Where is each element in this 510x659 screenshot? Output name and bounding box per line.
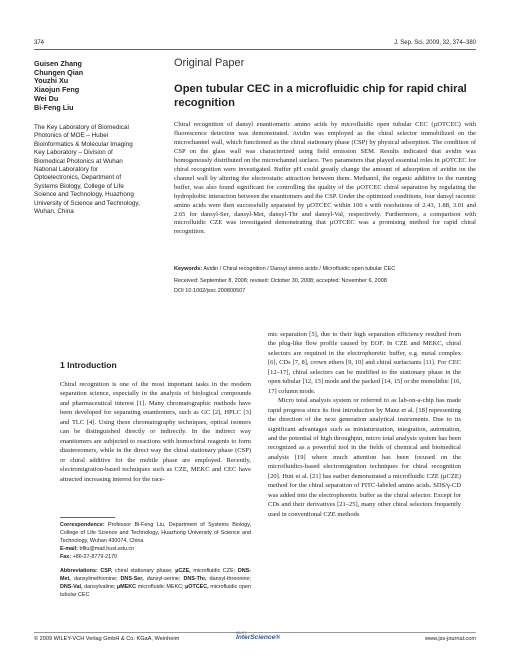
- abbreviation-term: DNS-Ser,: [120, 576, 144, 582]
- header-divider: [34, 49, 476, 50]
- author-list: [34, 60, 134, 112]
- keywords-text: Avidin / Chiral recognition / Dansyl amino acids / Microfluidic open tubular CEC: [203, 266, 396, 272]
- copyright-notice: © 2009 WILEY-VCH Verlag GmbH & Co. KGaA, Weinheim: [34, 636, 180, 642]
- abbreviation-definition: dansylvaline;: [84, 584, 116, 590]
- abstract: Chiral recognition of dansyl enantiomeric amino acids by microfluidic open tubular CEC (µOTCEC) with fluorescence detection was demonstrated. Avidin was employed as the chiral selector immobilized on the microchannel wall, which functioned as the chiral stationary phase (CSP) by physical adsorption. The condition of CSP on the glass wall was characterized using field emission SEM. Results indicated that avidin was homogenously distributed on the microchannel surface. Two parameters that played essential roles in µOTCEC for chiral recognition were investigated. Buffer pH could greatly change the amount of adsorption of avidin on the channel wall by altering the electrostatic attraction between them. Methanol, the organic additive to the running buffer, was also found significant for controlling the quality of the µOTCEC chiral separation by regulating the hydrophobic interaction between the enantiomers and the CSP. Under the optimized conditions, four dansyl racemic amino acids were then successfully separated by µOTCEC within 100 s with resolutions of 2.43, 1.88, 3.01 and 2.65 for dansyl-Ser, dansyl-Met, dansyl-Thr and dansyl-Val, respectively. Furthermore, a comparison with microfluidic CZE was investigated demonstrating that µOTCEC was a promising method for rapid chiral recognition.: [174, 121, 476, 236]
- author-affiliation: The Key Laboratory of Biomedical Photonics of MOE – Hubei Bioinformatics & Molecular Imaging Key Laboratory – Division of Biomedical Photonics at Wuhan National Laboratory for Optoelectronics, Department of Systems Biology, College of Life Science and Technology, Huazhong University of Science and Technology, Wuhan, China: [34, 124, 140, 216]
- doi[interactable]: DOI 10.1002/jssc.200800507: [174, 288, 246, 294]
- abbreviation-term: µCZE,: [175, 568, 191, 574]
- author-name: Youzhi Xu: [34, 76, 69, 86]
- abbreviation-term: DNS-Met,: [60, 568, 252, 582]
- abbreviation-term: DNS-Val,: [60, 584, 83, 590]
- abbreviation-definition: dansyl-threonine;: [209, 576, 252, 582]
- author-name: Wei Du: [34, 93, 59, 103]
- abbreviation-definition: chiral stationary phase;: [114, 568, 173, 574]
- introduction-left-column: Chiral recognition is one of the most important tasks in the modern separation science, especially in the analysis of biological compounds and pharmaceutical interest [1]. Many chromatographic methods have been developed for separating enantiomers, such as GC [2], HPLC [3] and TLC [4]. Using these chromatography techniques, optical isomers can be distinguished directly or indirectly. In the indirect way enantiomers are subjected to reactions with homochiral reagents to form diastereomers, while in the direct way the chiral stationary phase (CSP) or chiral additive for the mobile phase are employed. Recently, electromigration-based techniques such as CZE, MEKC and CEC have attracted increasing interest for the race-: [60, 381, 251, 483]
- abbreviation-term: DNS-Thr,: [183, 576, 207, 582]
- author-name: Xiaojun Feng: [34, 85, 80, 95]
- correspondence-note: [60, 521, 251, 561]
- fax-number: +86-27-8779-2170: [72, 554, 118, 560]
- logo-wordmark-top: WILEY: [236, 631, 247, 635]
- section-label: Original Paper: [174, 57, 245, 69]
- introduction-paragraph: mic separation [5], due to their high separation efficiency resulted from the plug-like flow profile caused by EOF. In CZE and MEKC, chiral selectors are required in the electrophoretic buffer, e.g. metal complex [6], CDs [7, 8], crown ethers [9, 10] and chiral surfactants [11]. For CEC [12–17], chiral selectors can be modified to the stationary phase in the open tubular [12, 13] mode and the packed [14, 15] or the monolithic [16, 17] column mode.: [268, 331, 461, 395]
- email-label: E-mail:: [60, 546, 78, 552]
- abbreviation-definition: dansylmethionine;: [73, 576, 118, 582]
- abbreviations-label: Abbreviations:: [60, 568, 98, 574]
- publisher-logo: [236, 631, 280, 643]
- page-number: 374: [34, 40, 45, 46]
- fax-label: Fax:: [60, 554, 72, 560]
- correspondence-text: Professor Bi-Feng Liu, Department of Systems Biology, College of Life Science and Technology, Huazhong University of Science and Technology, Wuhan 430074, China: [60, 522, 251, 544]
- keywords: [174, 265, 476, 273]
- keywords-label: Keywords:: [174, 266, 203, 272]
- journal-website-link[interactable]: www.jss-journal.com: [425, 636, 476, 642]
- abbreviation-term: µOTCEC,: [185, 584, 209, 590]
- introduction-heading: 1 Introduction: [60, 360, 117, 370]
- abbreviation-term: µMEKC: [117, 584, 137, 590]
- submission-dates: Received: September 8, 2008; revised: October 30, 2008; accepted: November 6, 2008: [174, 278, 387, 284]
- logo-wordmark: InterScience®: [236, 634, 281, 641]
- introduction-paragraph: Micro total analysis system or referred to as lab-on-a-chip has made rapid progress since its first introduction by Manz et al. [18] representing the direction of the next generation analytical instruments. Due to its significant advantages such as miniaturization, integration, automation, and the potential of high throughput, micro total analysis system has been recognized as a powerful tool in the fields of chemical and biomedical analysis [19] where much attention has been focused on the microfluidics-based electromigration techniques for chiral recognition [20]. Hutt et al. [21] has earlier demonstrated a microfluidic CZE (µCZE) method for the chiral separation of FITC-labeled amino acids. SDS/γ-CD was added into the electrophoretic buffer as the chiral selector. Except for CDs and their derivatives [21–25], many other chiral selectors frequently used in conventional CZE methods: [268, 397, 461, 518]
- abbreviation-term: CSP,: [100, 568, 113, 574]
- abbreviation-definition: microfluidic open tubular CEC: [60, 584, 252, 598]
- email-address[interactable]: bfliu@mail.hust.edu.cn: [79, 546, 135, 552]
- journal-reference: J. Sep. Sci. 2009, 32, 374–380: [393, 40, 476, 46]
- abbreviation-definition: microfluidic MEKC;: [137, 584, 184, 590]
- abbreviation-definition: microfluidic CZE;: [193, 568, 236, 574]
- paper-title: Open tubular CEC in a microfluidic chip for rapid chiral recognition: [174, 83, 467, 109]
- author-name: Guisen Zhang: [34, 59, 82, 68]
- correspondence-label: Correspondence:: [60, 522, 105, 528]
- abbreviation-definition: dansyl-serine;: [146, 576, 181, 582]
- introduction-right-column: [268, 330, 461, 519]
- author-name: Chungen Qian: [34, 67, 84, 77]
- abbreviations-note: [60, 567, 251, 599]
- footnote-divider: [60, 517, 115, 518]
- author-name: Bi-Feng Liu: [34, 102, 74, 112]
